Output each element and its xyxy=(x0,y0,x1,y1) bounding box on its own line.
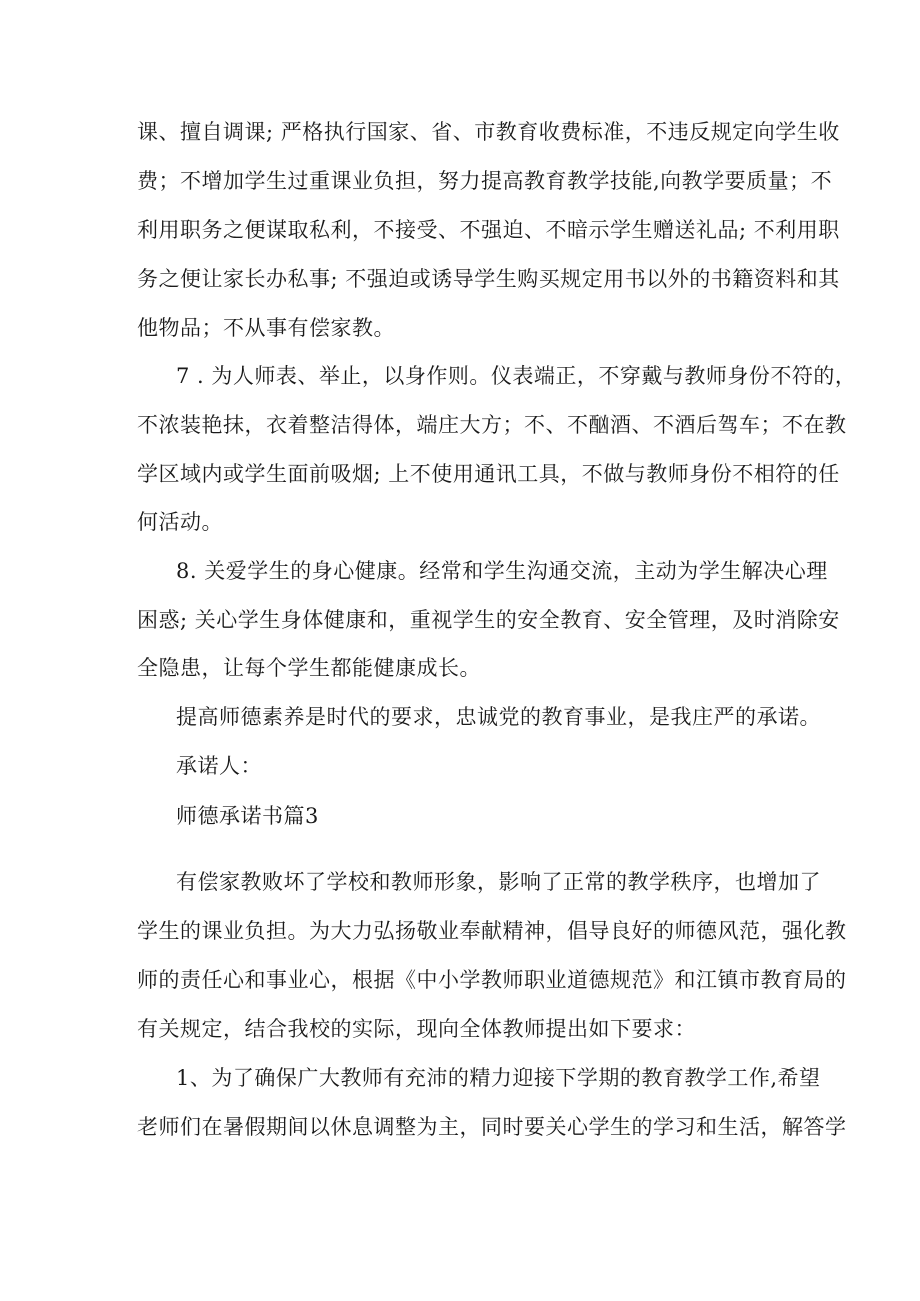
text-line: 8. 关爱学生的身心健康。经常和学生沟通交流，主动为学生解决心理 xyxy=(176,559,828,583)
text-line: 有关规定，结合我校的实际，现向全体教师提出如下要求： xyxy=(137,1017,696,1041)
text-line: 课、擅自调课; 严格执行国家、省、市教育收费标准，不违反规定向学生收 xyxy=(137,120,840,144)
text-line: 费；不增加学生过重课业负担，努力提高教育教学技能,向教学要质量；不 xyxy=(137,169,833,193)
text-line: 7 . 为人师表、举止，以身作则。仪表端正，不穿戴与教师身份不符的， xyxy=(176,364,857,388)
text-line: 老师们在暑假期间以休息调整为主，同时要关心学生的学习和生活，解答学 xyxy=(137,1115,847,1139)
text-line: 利用职务之便谋取私利，不接受、不强迫、不暗示学生赠送礼品; 不利用职 xyxy=(137,218,840,242)
text-line: 不浓装艳抹，衣着整洁得体，端庄大方；不、不酗酒、不酒后驾车；不在教 xyxy=(137,413,847,437)
text-line: 师德承诺书篇3 xyxy=(176,804,319,828)
text-line: 学区域内或学生面前吸烟; 上不使用通讯工具，不做与教师身份不相符的任 xyxy=(137,462,840,486)
text-line: 提高师德素养是时代的要求，忠诚党的教育事业，是我庄严的承诺。 xyxy=(176,705,821,729)
text-line: 1、为了确保广大教师有充沛的精力迎接下学期的教育教学工作,希望 xyxy=(176,1066,821,1090)
text-line: 承诺人： xyxy=(176,754,262,778)
text-line: 务之便让家长办私事; 不强迫或诱导学生购买规定用书以外的书籍资料和其 xyxy=(137,267,840,291)
text-line: 有偿家教败坏了学校和教师形象，影响了正常的教学秩序，也增加了 xyxy=(176,870,821,894)
text-line: 师的责任心和事业心，根据《中小学教师职业道德规范》和江镇市教育局的 xyxy=(137,968,847,992)
text-line: 全隐患，让每个学生都能健康成长。 xyxy=(137,656,481,680)
text-line: 他物品；不从事有偿家教。 xyxy=(137,316,395,340)
text-line: 困惑; 关心学生身体健康和，重视学生的安全教育、安全管理，及时消除安 xyxy=(137,608,840,632)
text-line: 何活动。 xyxy=(137,510,223,534)
text-line: 学生的课业负担。为大力弘扬敬业奉献精神，倡导良好的师德风范，强化教 xyxy=(137,919,847,943)
